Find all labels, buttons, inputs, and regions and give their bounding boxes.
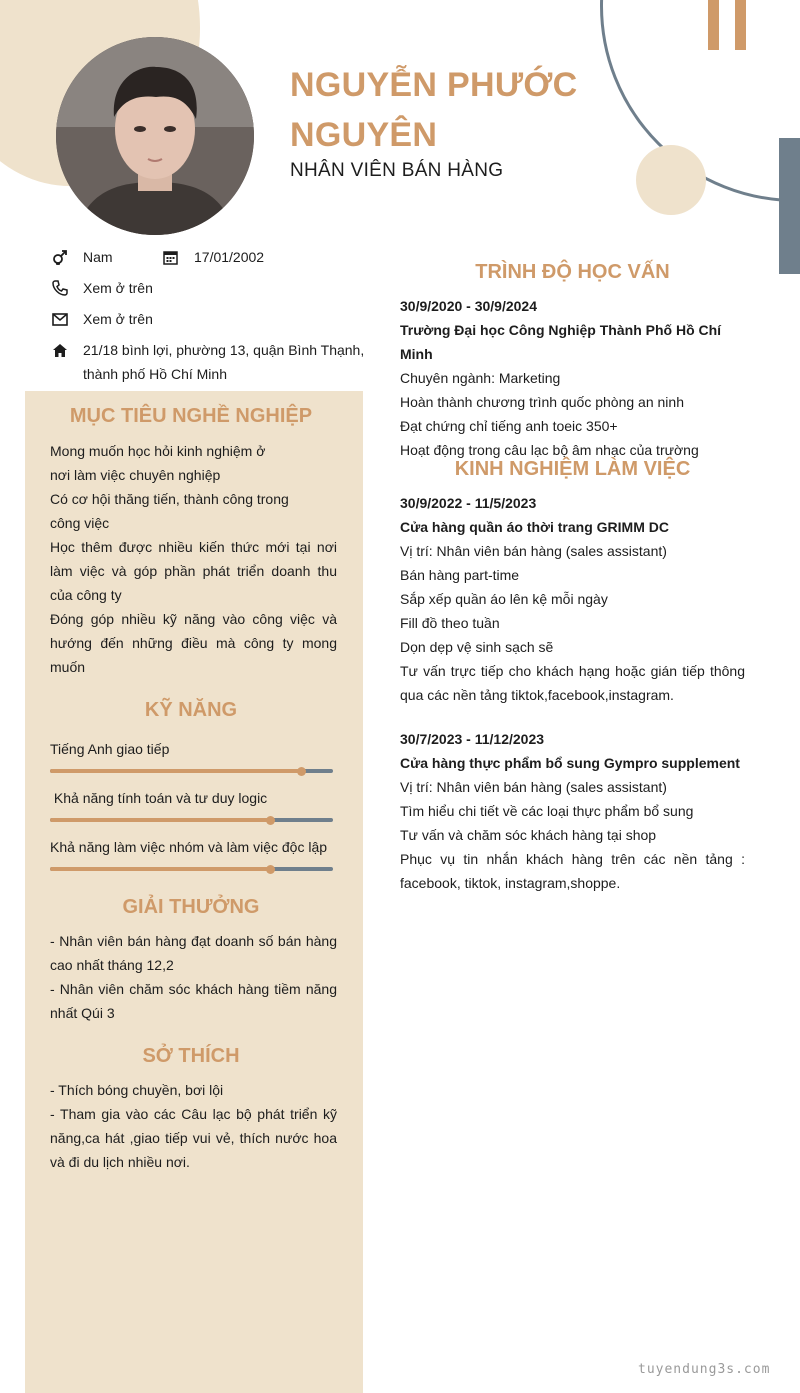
address-value xyxy=(83,338,364,386)
job-title: NHÂN VIÊN BÁN HÀNG xyxy=(290,160,504,181)
skill-bar-fill xyxy=(50,769,302,773)
job-1-line-2: Bán hàng part-time xyxy=(400,567,520,583)
skill-bar-fill xyxy=(50,867,271,871)
phone-icon xyxy=(52,276,83,300)
skill-bar-fill xyxy=(50,818,271,822)
job-1-line-4: Fill đồ theo tuần xyxy=(400,615,500,631)
awards-title: GIẢI THƯỞNG xyxy=(122,896,260,918)
objective-para-2: Đóng góp nhiều kỹ năng vào công việc và hướng đến những điều mà công ty mong muốn xyxy=(50,611,337,675)
job-2-company: Cửa hàng thực phẩm bổ sung Gympro supplement xyxy=(400,755,740,771)
hobbies-list xyxy=(50,1078,337,1174)
phone-value: Xem ở trên xyxy=(83,280,153,296)
avatar xyxy=(56,37,254,235)
phone-row xyxy=(52,276,153,300)
objective-text xyxy=(50,439,337,679)
objective-line-2: nơi làm việc chuyên nghiệp xyxy=(50,467,221,483)
award-item-1: - Nhân viên bán hàng đạt doanh số bán hàng cao nhất tháng 12,2 xyxy=(50,933,337,973)
decorative-bar-1 xyxy=(708,0,719,50)
decorative-bar-2 xyxy=(735,0,746,50)
birthdate-value: 17/01/2002 xyxy=(194,249,265,265)
home-icon xyxy=(52,338,83,362)
gender-row xyxy=(52,245,113,269)
job-2-line-3: Tư vấn và chăm sóc khách hàng tại shop xyxy=(400,827,657,843)
skill-bar-knob xyxy=(266,816,275,825)
gender-icon xyxy=(52,245,83,269)
objective-line-3: Có cơ hội thăng tiến, thành công trong xyxy=(50,491,289,507)
experience-title: KINH NGHIỆM LÀM VIỆC xyxy=(454,458,691,480)
job-2-period: 30/7/2023 - 11/12/2023 xyxy=(400,731,545,747)
job-2-line-2: Tìm hiểu chi tiết về các loại thực phẩm bổ sung xyxy=(400,803,694,819)
name-line-2: NGUYÊN xyxy=(290,116,438,154)
job-1-line-5: Dọn dẹp vệ sinh sạch sẽ xyxy=(400,639,554,655)
skill-label-3: Khả năng làm việc nhóm và làm việc độc lập xyxy=(50,839,328,855)
job-2-line-4: Phục vụ tin nhắn khách hàng trên các nền tảng : facebook, tiktok, instagram,shoppe. xyxy=(400,851,745,891)
hobbies-title: SỞ THÍCH xyxy=(142,1045,240,1067)
skill-bar-1 xyxy=(50,769,333,773)
name-line-1: NGUYỄN PHƯỚC xyxy=(290,66,578,104)
gender-value: Nam xyxy=(83,249,113,265)
watermark: tuyendung3s.com xyxy=(638,1362,771,1377)
email-value: Xem ở trên xyxy=(83,311,153,327)
job-1-period: 30/9/2022 - 11/5/2023 xyxy=(400,495,537,511)
skills-title: KỸ NĂNG xyxy=(144,699,238,721)
education-line-2: Hoàn thành chương trình quốc phòng an ninh xyxy=(400,394,684,410)
birthdate-row xyxy=(163,245,264,269)
skill-bar-2 xyxy=(50,818,333,822)
education-line-3: Đạt chứng chỉ tiếng anh toeic 350+ xyxy=(400,418,618,434)
education-title: TRÌNH ĐỘ HỌC VẤN xyxy=(475,261,670,283)
objective-title: MỤC TIÊU NGHỀ NGHIỆP xyxy=(69,405,313,427)
hobby-item-1: - Thích bóng chuyền, bơi lội xyxy=(50,1082,224,1098)
decorative-circle xyxy=(636,145,706,215)
objective-para-1: Học thêm được nhiều kiến thức mới tại nơi làm việc và góp phần phát triển doanh thu của công ty xyxy=(50,539,337,603)
skill-bar-knob xyxy=(266,865,275,874)
email-row xyxy=(52,307,153,331)
skill-bar-3 xyxy=(50,867,333,871)
calendar-icon xyxy=(163,245,194,269)
education-school: Trường Đại học Công Nghiệp Thành Phố Hồ Chí Minh xyxy=(400,322,722,362)
avatar-portrait-icon xyxy=(56,37,254,235)
education-line-1: Chuyên ngành: Marketing xyxy=(400,370,561,386)
address-line-1: 21/18 bình lợi, phường 13, quận Bình Thạnh, xyxy=(83,342,365,358)
job-1-company: Cửa hàng quần áo thời trang GRIMM DC xyxy=(400,519,669,535)
job-1-line-6: Tư vấn trực tiếp cho khách hạng hoặc gián tiếp thông qua các nền tảng tiktok,facebook,instagram. xyxy=(400,663,745,703)
skill-bar-knob xyxy=(297,767,306,776)
decorative-bar-slate xyxy=(779,138,800,274)
award-item-2: - Nhân viên chăm sóc khách hàng tiềm năng nhất Qúi 3 xyxy=(50,981,337,1021)
candidate-name xyxy=(290,60,620,160)
email-icon xyxy=(52,307,83,331)
education-line-4: Hoạt động trong câu lạc bộ âm nhạc của trường xyxy=(400,442,699,458)
hobby-item-2: - Tham gia vào các Câu lạc bộ phát triển kỹ năng,ca hát ,giao tiếp vui vẻ, thích nước hoa và đi du lịch nhiều nơi. xyxy=(50,1106,337,1170)
education-period: 30/9/2020 - 30/9/2024 xyxy=(400,298,538,314)
skill-label-1: Tiếng Anh giao tiếp xyxy=(50,741,170,757)
experience-job-2 xyxy=(400,727,745,895)
experience-job-1 xyxy=(400,491,745,707)
education-section xyxy=(400,294,745,462)
skill-label-2: Khả năng tính toán và tư duy logic xyxy=(50,790,268,806)
objective-line-4: công việc xyxy=(50,515,110,531)
objective-line-1: Mong muốn học hỏi kinh nghiệm ở xyxy=(50,443,266,459)
job-1-line-1: Vị trí: Nhân viên bán hàng (sales assistant) xyxy=(400,543,667,559)
job-2-line-1: Vị trí: Nhân viên bán hàng (sales assistant) xyxy=(400,779,667,795)
address-row xyxy=(52,338,364,386)
awards-list xyxy=(50,929,337,1025)
address-line-2: thành phố Hồ Chí Minh xyxy=(83,366,227,382)
job-1-line-3: Sắp xếp quần áo lên kệ mỗi ngày xyxy=(400,591,608,607)
